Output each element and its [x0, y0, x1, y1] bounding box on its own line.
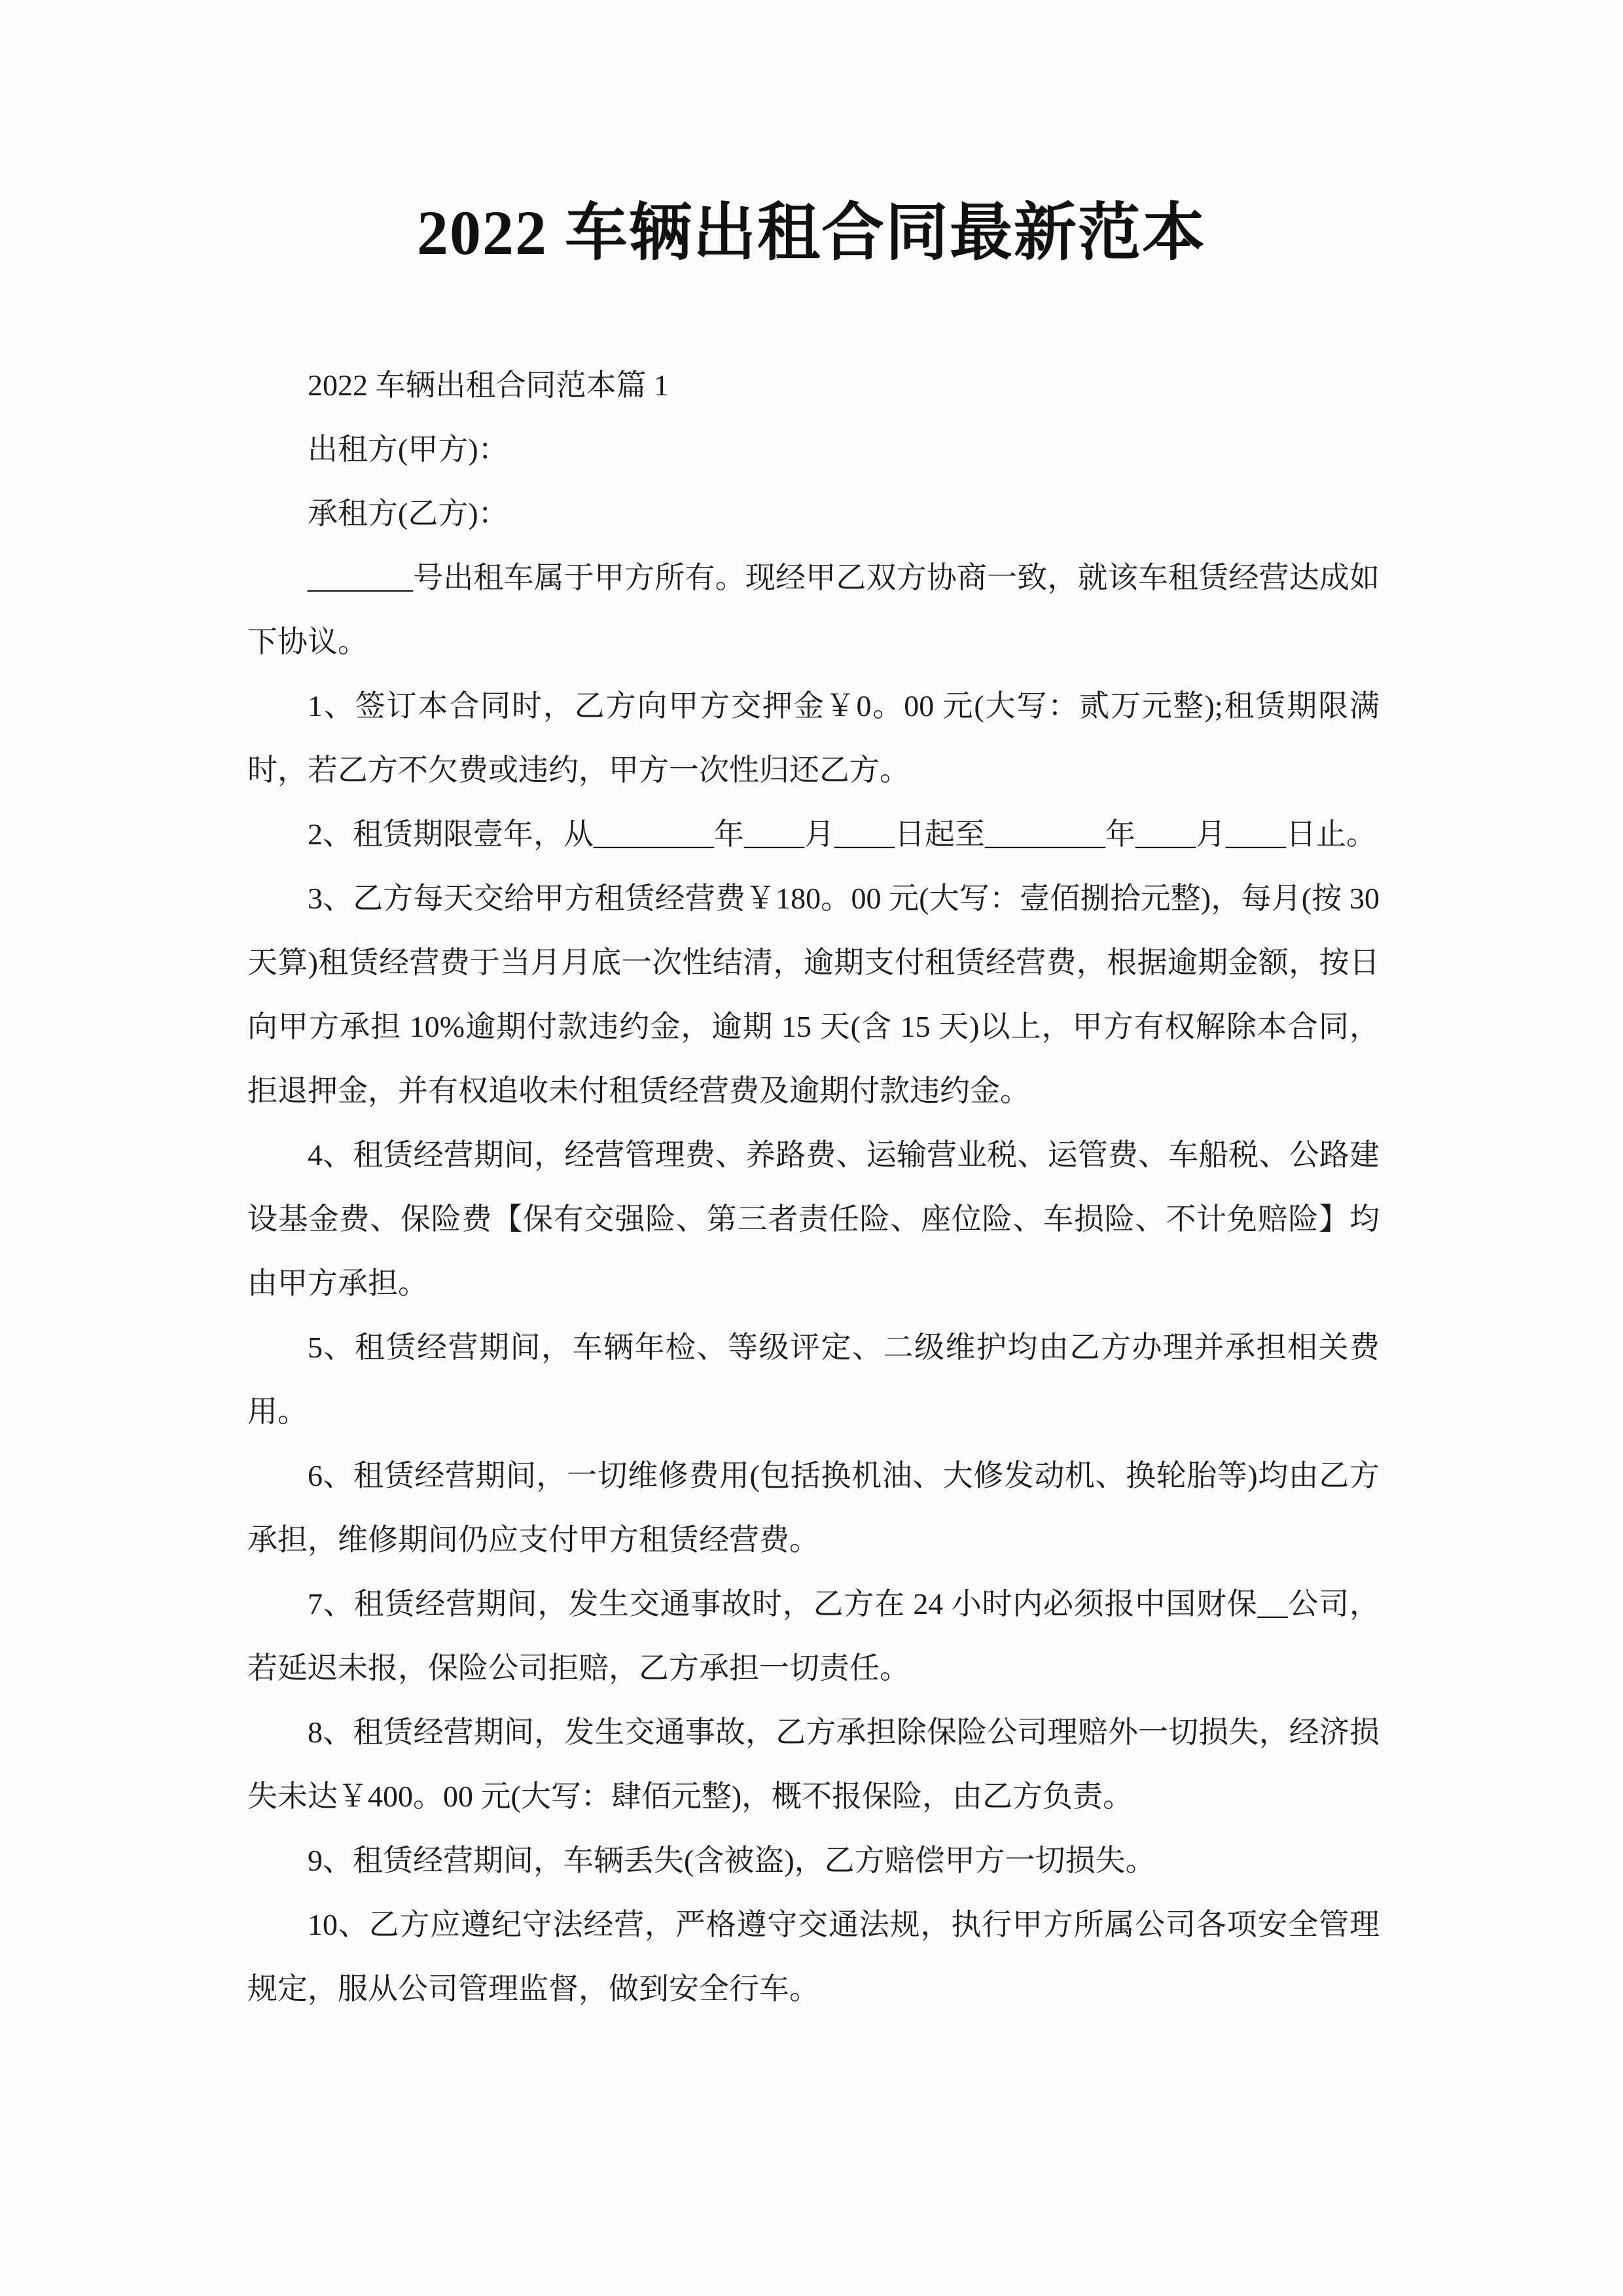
- document-title: 2022 车辆出租合同最新范本: [417, 198, 1206, 268]
- document-body: [247, 353, 1380, 2021]
- preamble-paragraph: _______号出租车属于甲方所有。现经甲乙双方协商一致，就该车租赁经营达成如下协议。: [247, 561, 1380, 658]
- clause-7: 7、租赁经营期间，发生交通事故时，乙方在 24 小时内必须报中国财保__公司，若延迟未报，保险公司拒赔，乙方承担一切责任。: [247, 1587, 1380, 1685]
- subtitle-line: 2022 车辆出租合同范本篇 1: [308, 368, 669, 402]
- clause-6: 6、租赁经营期间，一切维修费用(包括换机油、大修发动机、换轮胎等)均由乙方承担，维修期间仍应支付甲方租赁经营费。: [247, 1459, 1380, 1556]
- clause-5: 5、租赁经营期间，车辆年检、等级评定、二级维护均由乙方办理并承担相关费用。: [247, 1331, 1380, 1428]
- clause-1: 1、签订本合同时，乙方向甲方交押金￥0。00 元(大写：贰万元整);租赁期限满时，若乙方不欠费或违约，甲方一次性归还乙方。: [247, 689, 1380, 787]
- clause-9: 9、租赁经营期间，车辆丢失(含被盗)，乙方赔偿甲方一切损失。: [308, 1844, 1156, 1877]
- clause-2: 2、租赁期限壹年，从________年____月____日起至________年____月____日止。: [308, 817, 1376, 851]
- clause-10: 10、乙方应遵纪守法经营，严格遵守交通法规，执行甲方所属公司各项安全管理规定，服从公司管理监督，做到安全行车。: [247, 1908, 1380, 2005]
- clause-4: 4、租赁经营期间，经营管理费、养路费、运输营业税、运管费、车船税、公路建设基金费、保险费【保有交强险、第三者责任险、座位险、车损险、不计免赔险】均由甲方承担。: [247, 1138, 1380, 1300]
- lessor-party-line: 出租方(甲方)：: [308, 433, 508, 466]
- clause-3: 3、乙方每天交给甲方租赁经营费￥180。00 元(大写：壹佰捌拾元整)，每月(按 30 天算)租赁经营费于当月月底一次性结清，逾期支付租赁经营费，根据逾期金额，按日向甲方承担 10%逾期付款违约金，逾期 15 天(含 15 天)以上，甲方有权解除本合同，拒退押金，并有权追收未付租赁经营费及逾期付款违约金。: [247, 882, 1380, 1107]
- clause-8: 8、租赁经营期间，发生交通事故，乙方承担除保险公司理赔外一切损失，经济损失未达￥400。00 元(大写：肆佰元整)，概不报保险，由乙方负责。: [247, 1715, 1380, 1813]
- lessee-party-line: 承租方(乙方)：: [308, 497, 508, 530]
